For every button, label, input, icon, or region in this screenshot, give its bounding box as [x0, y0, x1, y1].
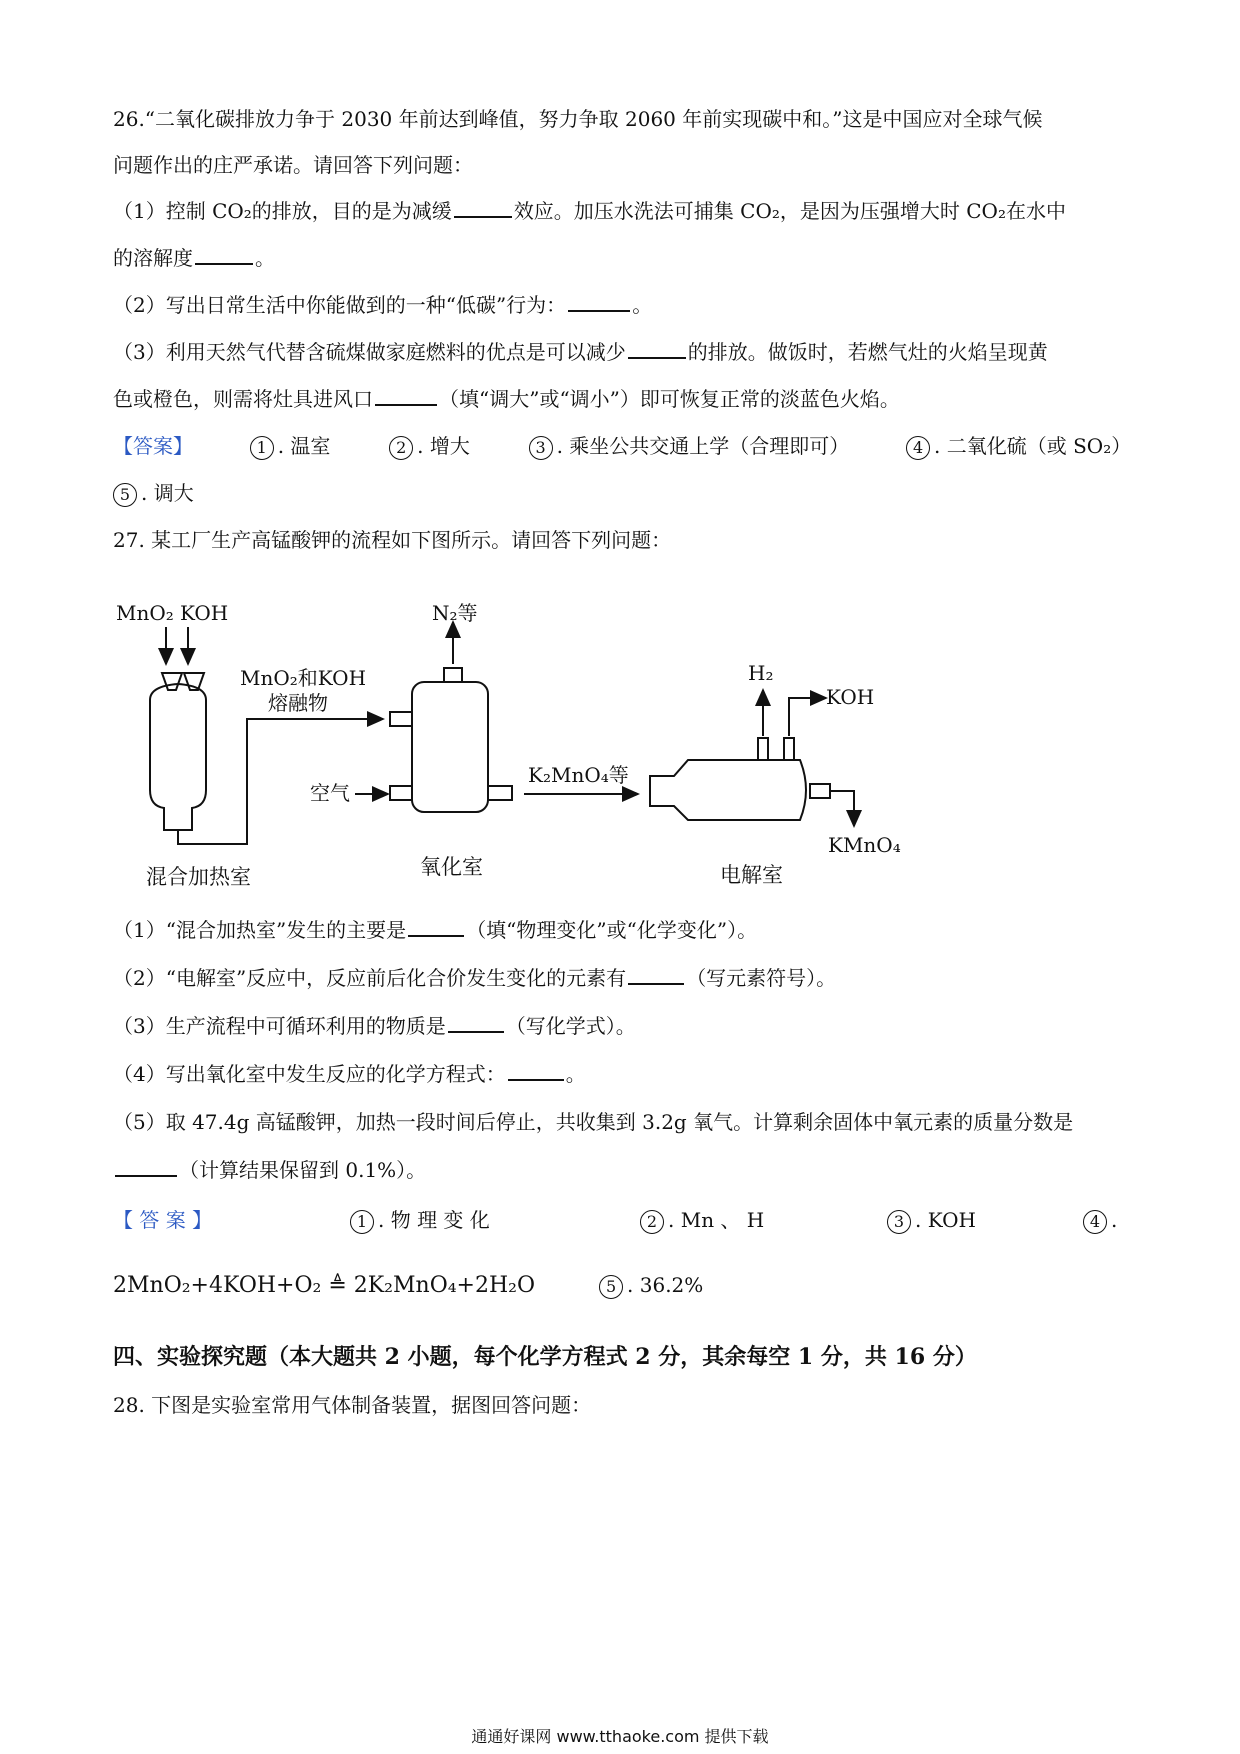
answer-blank[interactable]: [408, 915, 464, 937]
label-koh: KOH: [180, 601, 229, 625]
answer-number-3: 3: [529, 436, 553, 460]
answer-number-4: 4: [906, 436, 930, 460]
q26-stem-line1: 26.“二氧化碳排放力争于 2030 年前达到峰值，努力争取 2060 年前实现碳中和。”这是中国应对全球气候: [113, 107, 1043, 131]
equation: 2MnO₂+4KOH+O₂ ≜ 2K₂MnO₄+2H₂O: [113, 1273, 536, 1298]
q26-part3-text-a: （3）利用天然气代替含硫煤做家庭燃料的优点是可以减少: [113, 340, 626, 364]
oxidizer-gas-outlet: [444, 668, 462, 682]
label-air: 空气: [310, 781, 350, 805]
q26-part3-text-b: 的排放。做饭时，若燃气灶的火焰呈现黄: [687, 340, 1048, 364]
q28-stem: 28. 下图是实验室常用气体制备装置，据图回答问题：: [113, 1393, 592, 1417]
answer-blank[interactable]: [115, 1155, 177, 1177]
q27-part4-text-b: 。: [565, 1062, 586, 1086]
q27-part1-text-b: （填“物理变化”或“化学变化”）。: [466, 918, 758, 942]
mixing-heater-vessel: [150, 684, 206, 830]
q27-part5-text-b: （计算结果保留到 0.1%）。: [179, 1158, 427, 1182]
answer-item-2: . 增大: [417, 434, 470, 458]
answer-item-5: . 调大: [141, 481, 194, 505]
q26-part1-text-d: 。: [255, 246, 275, 270]
q27-part5-line2: [113, 1155, 426, 1185]
label-h2: H₂: [748, 661, 774, 685]
answer-tag: 【答案】: [113, 434, 193, 458]
answer-item-1: . 物 理 变 化: [378, 1208, 490, 1232]
q27-answer-line2: [113, 1270, 703, 1301]
answer-number-1: 1: [250, 436, 274, 460]
electrolysis-product-outlet: [810, 784, 830, 798]
q27-part2-text-b: （写元素符号）。: [686, 966, 837, 990]
label-koh-out: KOH: [826, 685, 875, 709]
q26-part1-text-c: 的溶解度: [113, 246, 193, 270]
answer-number-2: 2: [389, 436, 413, 460]
answer-blank[interactable]: [448, 1011, 504, 1033]
answer-number-2: 2: [640, 1210, 664, 1234]
electrolysis-outlet-h2: [758, 738, 768, 760]
answer-number-5: 5: [113, 483, 137, 507]
q27-part4-text-a: （4）写出氧化室中发生反应的化学方程式：: [113, 1062, 506, 1086]
label-melt-line2: 熔融物: [268, 691, 328, 715]
q27-part2: [113, 963, 836, 993]
q27-part3-text-b: （写化学式）。: [505, 1014, 636, 1038]
answer-item-3: . 乘坐公共交通上学（合理即可）: [556, 434, 850, 458]
electrolysis-vessel: [650, 760, 806, 820]
footer: 通通好课网 www.tthaoke.com 提供下载: [471, 1727, 769, 1746]
arrow-kmno4-out: [830, 791, 854, 826]
q27-stem: 27. 某工厂生产高锰酸钾的流程如下图所示。请回答下列问题：: [113, 528, 672, 552]
label-melt-line1: MnO₂和KOH: [240, 666, 367, 690]
answer-item-2: . Mn 、 H: [668, 1208, 765, 1232]
oxidizer-outlet: [488, 786, 512, 800]
q27-part5-line1: （5）取 47.4g 高锰酸钾，加热一段时间后停止，共收集到 3.2g 氧气。计算剩余固体中氧元素的质量分数是: [113, 1110, 1074, 1134]
answer-item-5: . 36.2%: [627, 1273, 704, 1297]
answer-number-3: 3: [887, 1210, 911, 1234]
funnel-left: [162, 673, 182, 690]
label-oxidation-room: 氧化室: [420, 855, 483, 879]
answer-blank[interactable]: [508, 1059, 564, 1081]
answer-item-4: .: [1111, 1208, 1118, 1232]
q26-part1-text-a: （1）控制 CO₂的排放，目的是为减缓: [113, 199, 452, 223]
label-electrolysis-room: 电解室: [720, 863, 783, 887]
answer-number-5: 5: [599, 1275, 623, 1299]
pipe-melt-to-oxidizer: [178, 719, 383, 844]
q26-part3-text-c: 色或橙色，则需将灶具进风口: [113, 387, 373, 411]
q27-part3-text-a: （3）生产流程中可循环利用的物质是: [113, 1014, 446, 1038]
oxidizer-inlet-top: [390, 712, 412, 726]
answer-item-3: . KOH: [915, 1208, 976, 1232]
q27-part1: [113, 915, 757, 945]
label-k2mno4: K₂MnO₄等: [528, 763, 629, 787]
q26-part1-text-b: 效应。加压水洗法可捕集 CO₂，是因为压强增大时 CO₂在水中: [513, 199, 1066, 223]
label-kmno4: KMnO₄: [828, 833, 901, 857]
answer-item-1: . 温室: [277, 434, 331, 458]
q26-stem-line2: 问题作出的庄严承诺。请回答下列问题：: [113, 153, 473, 177]
answer-number-4: 4: [1083, 1210, 1107, 1234]
label-mixing-heater-room: 混合加热室: [146, 865, 251, 889]
electrolysis-outlet-koh: [784, 738, 794, 760]
answer-tag: 【 答 案 】: [113, 1208, 213, 1232]
answer-item-4: . 二氧化硫（或 SO₂）: [934, 434, 1132, 458]
q26-part2-text-a: （2）写出日常生活中你能做到的一种“低碳”行为：: [113, 293, 567, 317]
oxidizer-inlet-bottom: [390, 786, 412, 800]
q27-answer-line1: [113, 1205, 1128, 1235]
q27-part1-text-a: （1）“混合加热室”发生的主要是: [113, 918, 407, 942]
answer-blank[interactable]: [628, 963, 684, 985]
arrow-koh-out: [789, 698, 826, 736]
oxidation-room-vessel: [412, 682, 488, 812]
q27-part2-text-a: （2）“电解室”反应中，反应前后化合价发生变化的元素有: [113, 966, 627, 990]
q27-part4: [113, 1059, 586, 1089]
q27-part3: [113, 1011, 636, 1041]
q26-part2-text-b: 。: [632, 293, 653, 317]
label-n2: N₂等: [432, 601, 478, 625]
section-heading: 四、实验探究题（本大题共 2 小题，每个化学方程式 2 分，其余每空 1 分，共 16 分）: [113, 1344, 977, 1370]
answer-number-1: 1: [350, 1210, 374, 1234]
label-mno2: MnO₂: [116, 601, 174, 625]
q26-part3-text-d: （填“调大”或“调小”）即可恢复正常的淡蓝色火焰。: [439, 387, 900, 411]
